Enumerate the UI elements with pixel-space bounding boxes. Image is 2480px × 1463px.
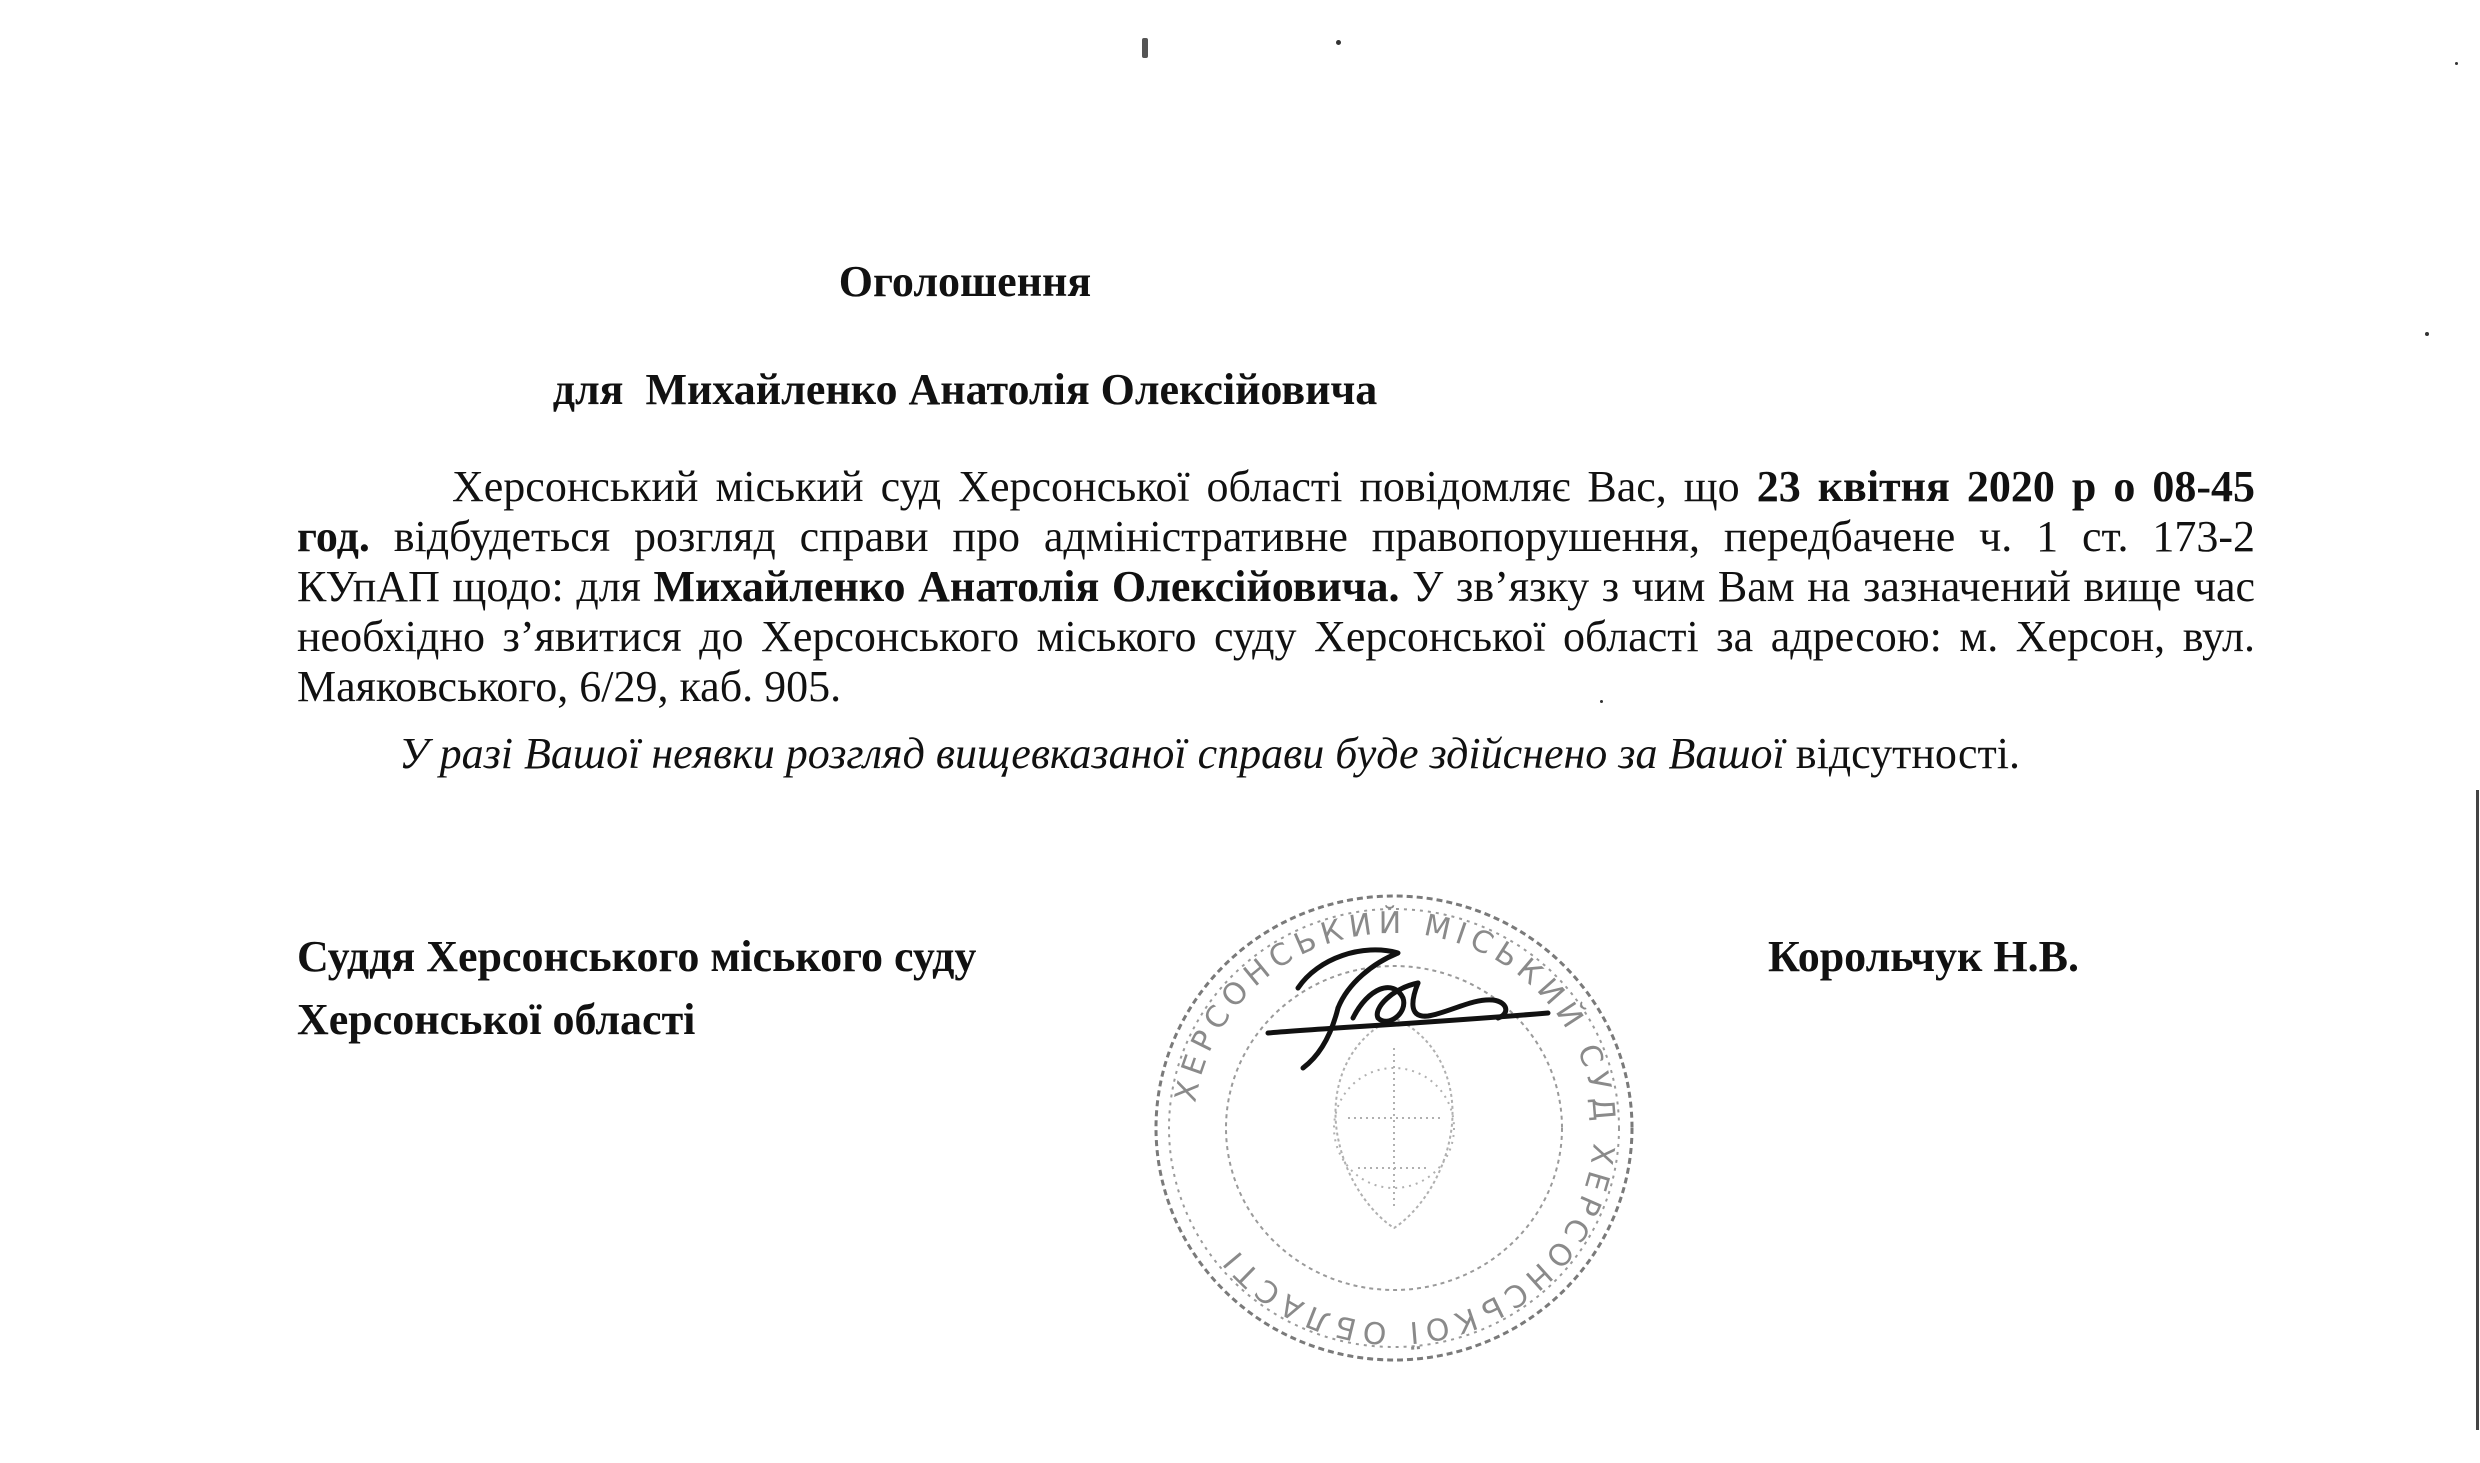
scan-speck bbox=[2455, 62, 2458, 65]
hearing-date-time: 23 квітня 2020 р о 08-45 год. bbox=[297, 462, 2255, 561]
seal-emblem bbox=[1334, 1018, 1454, 1228]
court-seal-stamp bbox=[1148, 888, 1640, 1368]
svg-text:ХЕРСОНСЬКИЙ МІСЬКИЙ СУД ХЕРСОН bbox=[1169, 905, 1622, 1351]
judge-position bbox=[297, 925, 976, 1051]
absence-warning: У разі Вашої неявки розгляд вищевказаної справи буде здійснено за Вашої bbox=[399, 729, 1785, 778]
scan-speck bbox=[1142, 38, 1148, 58]
scan-speck bbox=[2425, 332, 2429, 336]
scan-speck bbox=[1336, 40, 1341, 45]
document-subtitle: для Михайленко Анатолія Олексійовича bbox=[552, 365, 1378, 414]
judge-position-line: Херсонської області bbox=[297, 995, 696, 1044]
addressee-name: Михайленко Анатолія Олексійовича. bbox=[653, 562, 1400, 611]
judge-position-line: Суддя Херсонського міського суду bbox=[297, 932, 977, 981]
scan-speck bbox=[1600, 700, 1603, 703]
paragraph-text: Херсонський міський суд Херсонської області повідомляє Вас, що bbox=[452, 462, 1757, 511]
announcement-paragraph bbox=[297, 462, 2255, 712]
paragraph-text: У зв’язку з чим Вам на зазначений вище час необхідно з’явитися до Херсонського міського суду Херсонської області за адресою: м. Херсон, вул. Маяковського, 6/29, каб. 905. bbox=[297, 562, 2256, 711]
paragraph-text: відбудеться розгляд справи про адміністративне правопорушення, передбачене ч. 1 ст. 173-2 КУпАП щодо: для bbox=[297, 512, 2255, 611]
absence-paragraph bbox=[297, 724, 2255, 784]
judge-name: Корольчук Н.В. bbox=[1768, 932, 2079, 981]
absence-text: відсутності. bbox=[1784, 729, 2020, 778]
scan-edge-line bbox=[2476, 790, 2479, 1430]
document-body bbox=[297, 462, 2255, 784]
seal-ring-text: ХЕРСОНСЬКИЙ МІСЬКИЙ СУД ХЕРСОНСЬКОЇ ОБЛАСТІ bbox=[1168, 905, 1622, 1351]
document-title: Оголошення bbox=[838, 257, 1092, 306]
